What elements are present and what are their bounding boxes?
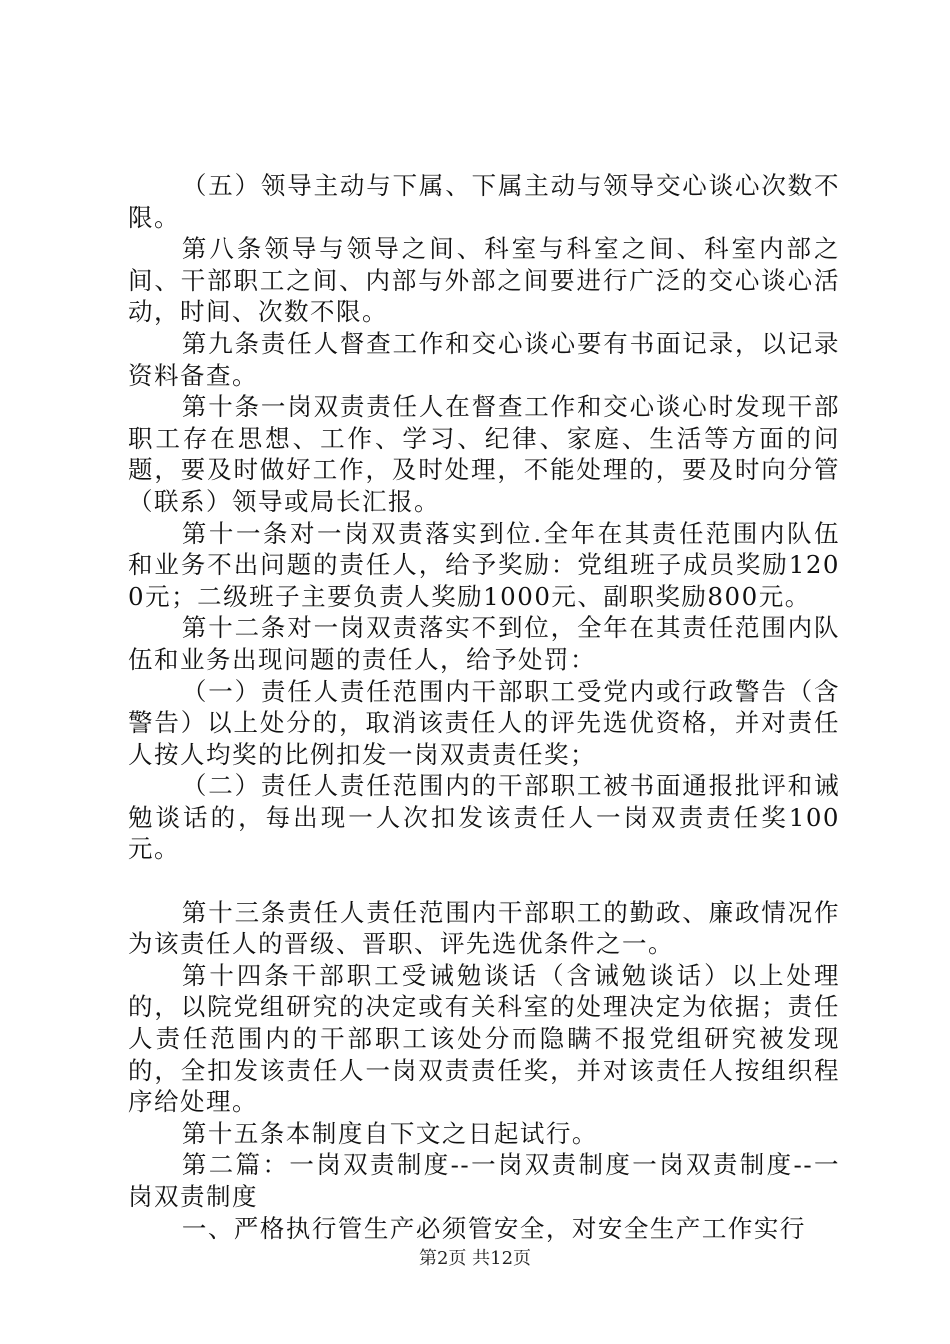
page-number-footer: 第2页 共12页 [418,1248,532,1269]
paragraph: （一）责任人责任范围内干部职工受党内或行政警告（含警告）以上处分的，取消该责任人的评先选优资格，并对责任人按人均奖的比例扣发一岗双责责任奖； [128,676,840,769]
paragraph: 第十条一岗双责责任人在督查工作和交心谈心时发现干部职工存在思想、工作、学习、纪律、家庭、生活等方面的问题，要及时做好工作，及时处理，不能处理的，要及时向分管（联系）领导或局长汇报。 [128,392,840,516]
paragraph: 第十三条责任人责任范围内干部职工的勤政、廉政情况作为该责任人的晋级、晋职、评先选优条件之一。 [128,897,840,959]
paragraph: 一、严格执行管生产必须管安全，对安全生产工作实行 [181,1213,806,1243]
paragraph: 第八条领导与领导之间、科室与科室之间、科室内部之间、干部职工之间、内部与外部之间要进行广泛的交心谈心活动，时间、次数不限。 [128,234,840,327]
paragraph: （五）领导主动与下属、下属主动与领导交心谈心次数不限。 [128,171,840,232]
paragraph: 第十一条对一岗双责落实到位.全年在其责任范围内队伍和业务不出问题的责任人，给予奖励：党组班子成员奖励1200元；二级班子主要负责人奖励1000元、副职奖励800元。 [128,518,840,611]
blank-line [128,865,840,897]
paragraph: 第九条责任人督查工作和交心谈心要有书面记录，以记录资料备查。 [128,328,840,390]
paragraph: 第十二条对一岗双责落实不到位，全年在其责任范围内队伍和业务出现问题的责任人，给予处罚： [128,613,840,674]
paragraph: 第十五条本制度自下文之日起试行。 [181,1118,598,1148]
section-heading: 第二篇：一岗双责制度--一岗双责制度一岗双责制度--一岗双责制度 [128,1150,840,1211]
paragraph: 第十四条干部职工受诫勉谈话（含诫勉谈话）以上处理的，以院党组研究的决定或有关科室的处理决定为依据；责任人责任范围内的干部职工该处分而隐瞒不报党组研究被发现的，全扣发该责任人一岗双责责任奖，并对该责任人按组织程序给处理。 [128,960,840,1117]
document-body [128,170,840,1244]
paragraph: （二）责任人责任范围内的干部职工被书面通报批评和诫勉谈话的，每出现一人次扣发该责任人一岗双责责任奖100元。 [128,771,840,864]
